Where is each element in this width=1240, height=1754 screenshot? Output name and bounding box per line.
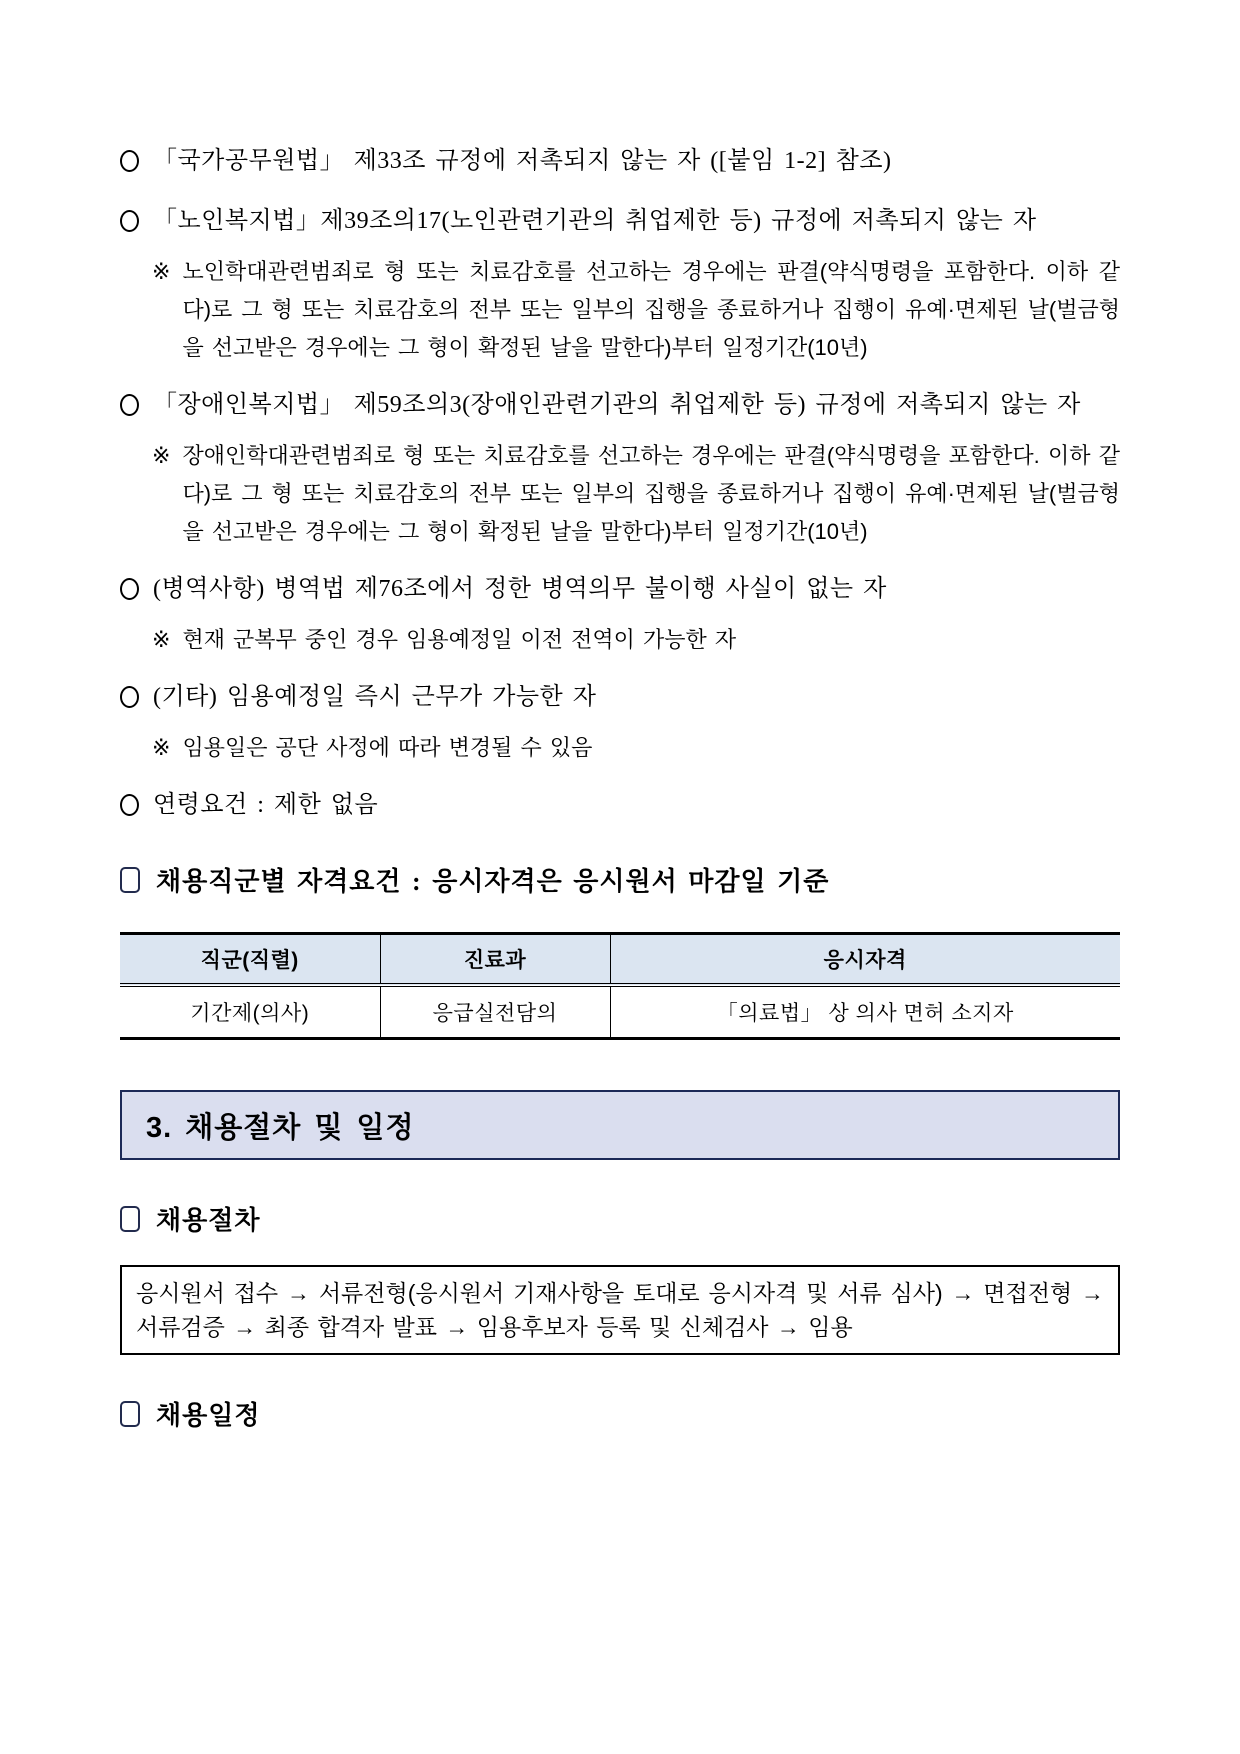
eligibility-note-etc bbox=[152, 729, 1120, 767]
eligibility-text: (병역사항) 병역법 제76조에서 정한 병역의무 불이행 사실이 없는 자 bbox=[153, 576, 887, 602]
eligibility-note-military bbox=[152, 621, 1120, 659]
note-text: 장애인학대관련범죄로 형 또는 치료감호를 선고하는 경우에는 판결(약식명령을 포함한다. 이하 같다)로 그 형 또는 치료감호의 전부 또는 일부의 집행을 종료하거나 집행이 유예·면제된 날(벌금형을 선고받은 경우에는 그 형이 확정된 날을 말한다)부터 일정기간(10년) bbox=[182, 443, 1120, 544]
square-bullet-icon bbox=[120, 867, 140, 893]
procedure-heading bbox=[120, 1200, 1120, 1237]
eligibility-note-senior bbox=[152, 253, 1120, 367]
procedure-heading-label: 채용절차 bbox=[156, 1206, 261, 1235]
eligibility-note-disabled bbox=[152, 437, 1120, 551]
circle-bullet-icon bbox=[120, 394, 139, 416]
eligibility-text: 「노인복지법」제39조의17(노인관련기관의 취업제한 등) 규정에 저촉되지 않는 자 bbox=[153, 208, 1037, 234]
col-header-job-group: 직군(직렬) bbox=[120, 934, 380, 986]
cell-department: 응급실전담의 bbox=[380, 985, 610, 1039]
schedule-heading-label: 채용일정 bbox=[156, 1401, 261, 1430]
circle-bullet-icon bbox=[120, 686, 139, 708]
eligibility-item-age bbox=[120, 789, 1120, 821]
col-header-requirement: 응시자격 bbox=[610, 934, 1120, 986]
schedule-heading bbox=[120, 1395, 1120, 1432]
reference-mark-icon: ※ bbox=[152, 627, 171, 652]
eligibility-item-law-senior bbox=[120, 205, 1120, 237]
note-text: 현재 군복무 중인 경우 임용예정일 이전 전역이 가능한 자 bbox=[182, 627, 737, 652]
eligibility-item-law-disabled bbox=[120, 389, 1120, 421]
circle-bullet-icon bbox=[120, 210, 139, 232]
cell-job-group: 기간제(의사) bbox=[120, 985, 380, 1039]
col-header-department: 진료과 bbox=[380, 934, 610, 986]
reference-mark-icon: ※ bbox=[152, 259, 171, 284]
qualification-heading bbox=[120, 861, 1120, 898]
eligibility-item-military bbox=[120, 573, 1120, 605]
reference-mark-icon: ※ bbox=[152, 735, 171, 760]
reference-mark-icon: ※ bbox=[152, 443, 171, 468]
note-text: 노인학대관련범죄로 형 또는 치료감호를 선고하는 경우에는 판결(약식명령을 포함한다. 이하 같다)로 그 형 또는 치료감호의 전부 또는 일부의 집행을 종료하거나 집행이 유예·면제된 날(벌금형을 선고받은 경우에는 그 형이 확정된 날을 말한다)부터 일정기간(10년) bbox=[182, 259, 1120, 360]
procedure-flow-text: 응시원서 접수 → 서류전형(응시원서 기재사항을 토대로 응시자격 및 서류 심사) → 면접전형 → 서류검증 → 최종 합격자 발표 → 임용후보자 등록 및 신체검사 → 임용 bbox=[136, 1280, 1104, 1340]
eligibility-item-law-national bbox=[120, 145, 1120, 177]
square-bullet-icon bbox=[120, 1401, 140, 1427]
cell-requirement: 「의료법」 상 의사 면허 소지자 bbox=[610, 985, 1120, 1039]
note-text: 임용일은 공단 사정에 따라 변경될 수 있음 bbox=[182, 735, 593, 760]
eligibility-text: (기타) 임용예정일 즉시 근무가 가능한 자 bbox=[153, 684, 597, 710]
eligibility-item-etc bbox=[120, 681, 1120, 713]
circle-bullet-icon bbox=[120, 578, 139, 600]
table-header-row bbox=[120, 934, 1120, 986]
table-row bbox=[120, 985, 1120, 1039]
eligibility-text: 「장애인복지법」 제59조의3(장애인관련기관의 취업제한 등) 규정에 저촉되지 않는 자 bbox=[153, 392, 1081, 418]
qualification-heading-label: 채용직군별 자격요건 : 응시자격은 응시원서 마감일 기준 bbox=[156, 867, 830, 896]
square-bullet-icon bbox=[120, 1206, 140, 1232]
section-3-banner bbox=[120, 1090, 1120, 1160]
circle-bullet-icon bbox=[120, 794, 139, 816]
circle-bullet-icon bbox=[120, 150, 139, 172]
eligibility-text: 「국가공무원법」 제33조 규정에 저촉되지 않는 자 ([붙임 1-2] 참조) bbox=[153, 148, 892, 174]
qualification-table bbox=[120, 932, 1120, 1040]
procedure-flow-box bbox=[120, 1265, 1120, 1355]
eligibility-text: 연령요건 : 제한 없음 bbox=[153, 792, 379, 818]
section-3-title: 3. 채용절차 및 일정 bbox=[146, 1111, 415, 1144]
